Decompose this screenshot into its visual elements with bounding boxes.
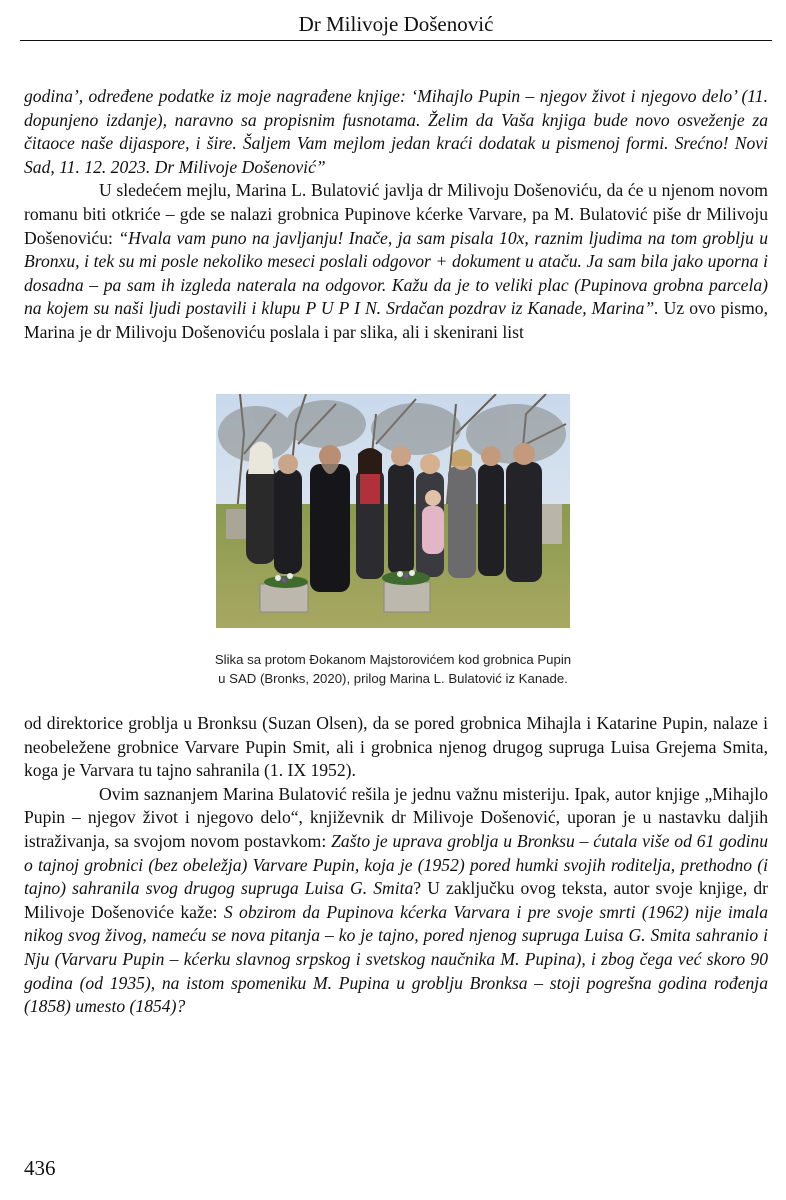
cemetery-group-photo — [216, 394, 570, 628]
italic-quote: “Hvala vam puno na javljanju! Inače, ja sam pisala 10x, raznim ljudima na tom groblju u Bronxu, i tek su mi posle nekoliko meseci poslali odgovor + dokument u ataču. Ja sam bila jako uporna i dosadna – pa sam ih izgleda naterala na odgovor. Kažu da je to veliki plac (Pupinova grobna parcela) na kojem su naši ljudi postavili i klupu P U P I N. Srdačan pozdrav iz Kanade, Marina”. — [24, 227, 768, 319]
photo-illustration — [216, 394, 570, 628]
paragraph-lead: Ovim saznanjem Marina Bulatović rešila je jednu važnu misteriju. Ipak, autor knjige „Mihajlo Pupin – njegov život i njegovo delo“, književnik dr Milivoje Došenović, uporan je u nastavku daljih istraživanja, sa svojom novom postavkom: — [24, 783, 768, 851]
italic-closing: S obzirom da Pupinova kćerka Varvara i pre svoje smrti (1962) nije imala nikog svog živog, nameću se nova pitanja – ko je tajno, pored njenog supruga Luisa G. Smita sahranio i Nju (Varvaru Pupin – kćerku slavnog srpskog i svetskog naučnika M. Pupina), i zbog čega već skoro 90 godina (od 1935), na istom spomeniku M. Pupina u groblju Bronksa – stoji pogrešna godina rođenja (1858) umesto (1854)? — [24, 901, 768, 1017]
paragraph-mystery — [24, 783, 768, 1019]
caption-line-1: Slika sa protom Đokanom Majstorovićem kod grobnica Pupin — [214, 652, 572, 667]
page-number: 436 — [24, 1156, 56, 1180]
text-block-top — [24, 85, 768, 345]
running-title: Dr Milivoje Došenović — [298, 12, 494, 36]
running-header — [20, 8, 772, 41]
italic-question: Zašto je uprava groblja u Bronksu – ćutala više od 61 godinu o tajnoj grobnici (bez obeležja) Varvare Pupin, koja je (1952) pored humki svojih roditelja, prethodno (i tajno) sahranila svog drugog supruga Luisa G. Smita — [24, 830, 768, 899]
paragraph-letter-end — [24, 85, 768, 179]
paragraph-mid: ? U zaključku ovog teksta, autor svoje knjige, dr Milivoje Došenoviće kaže: — [24, 878, 768, 922]
paragraph-tail: Uz ovo pismo, Marina je dr Milivoju Došenoviću poslala i par slika, ali i skenirani list — [24, 298, 769, 342]
italic-quote: godina’, određene podatke iz moje nagrađene knjige: ‘Mihajlo Pupin – njegov život i njegovo delo’ (11. dopunjeno izdanje), naravno sa propisnim fusnotama. Želim da Vaša knjiga bude novo osveženje za čitaoce naše dijaspore, i šire. Šaljem Vam mejlom jedan kraći dodatak u pismenoj formi. Srećno! Novi Sad, 11. 12. 2023. Dr Milivoje Došenović” — [24, 86, 768, 177]
paragraph-cemetery-director: od direktorice groblja u Bronksu (Suzan Olsen), da se pored grobnica Mihajla i Katarine Pupin, nalaze i neobeležene grobnice Varvare Pupin Smit, ali i grobnica njenog drugog supruga Luisa Grejema Smita, koga je Varvara tu tajno sahranila (1. IX 1952). — [24, 713, 768, 781]
paragraph-marina-mail — [24, 179, 768, 344]
text-block-bottom — [24, 712, 768, 1019]
figure-caption — [150, 650, 636, 688]
paragraph-lead: U sledećem mejlu, Marina L. Bulatović javlja dr Milivoju Došenoviću, da će u njenom novom romanu biti otkriće – gde se nalazi grobnica Pupinove kćerke Varvare, pa M. Bulatović piše dr Milivoju Došenoviću: — [24, 180, 768, 248]
caption-line-2: u SAD (Bronks, 2020), prilog Marina L. Bulatović iz Kanade. — [218, 671, 568, 686]
